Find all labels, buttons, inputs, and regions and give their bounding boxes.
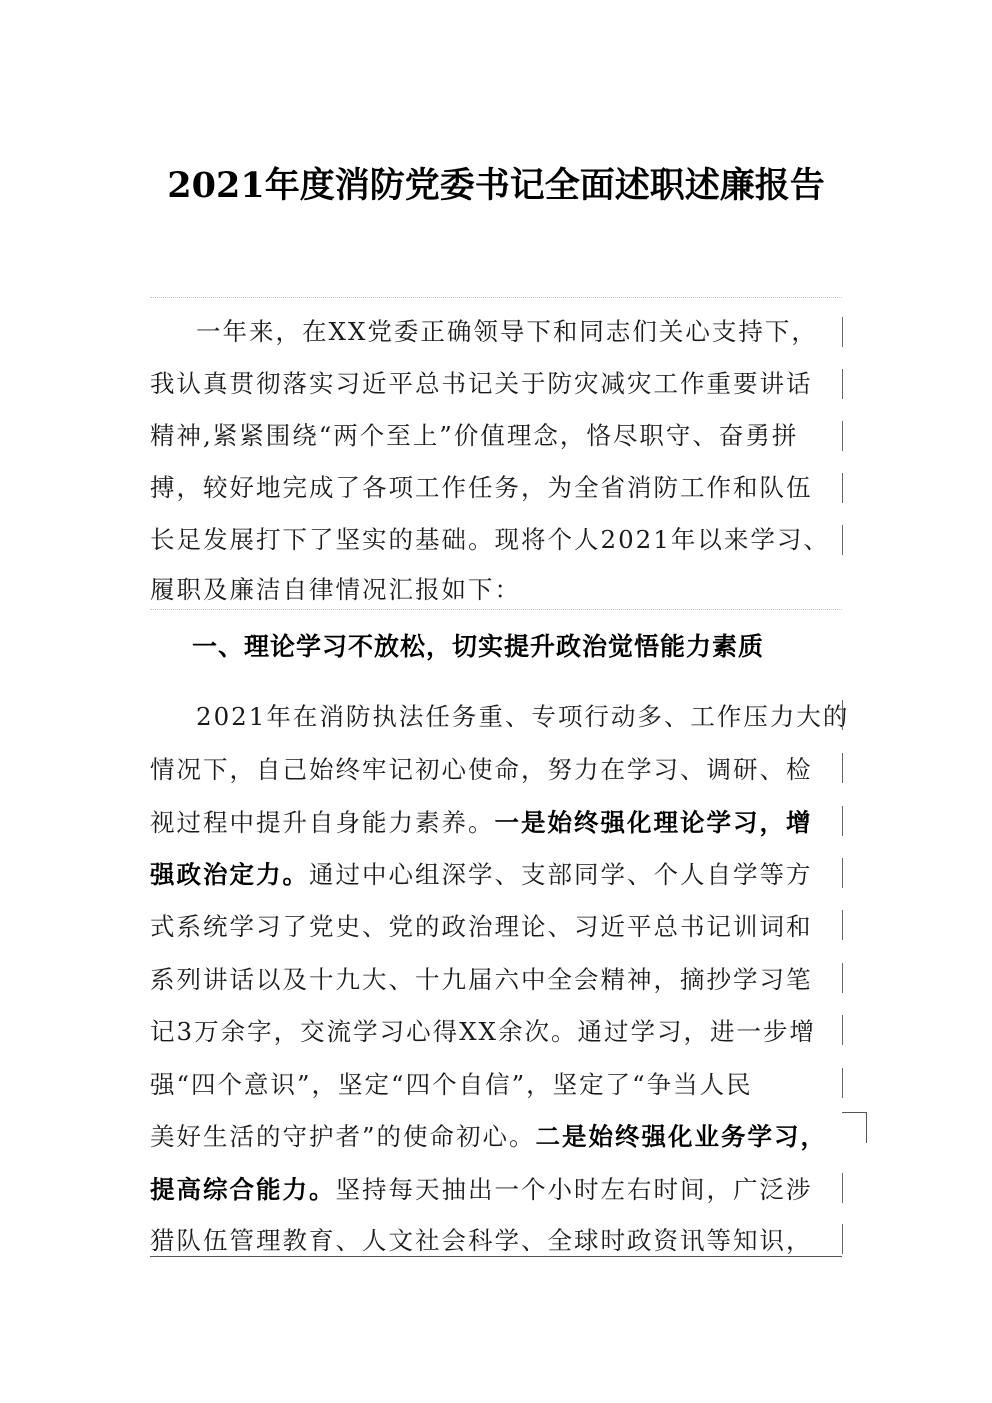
body-line: 系列讲话以及十九大、十九届六中全会精神，摘抄学习笔 <box>150 965 813 994</box>
intro-line: 搏，较好地完成了各项工作任务，为全省消防工作和队伍 <box>150 473 813 502</box>
body-line: 猎队伍管理教育、人文社会科学、全球时政资讯等知识， <box>150 1226 813 1255</box>
body-line: 强政治定力。通过中心组深学、支部同学、个人自学等方 <box>150 860 813 889</box>
margin-corner-mark <box>842 1112 867 1143</box>
intro-line: 履职及廉洁自律情况汇报如下： <box>150 575 521 604</box>
margin-bar <box>842 1173 843 1203</box>
section-divider <box>150 609 842 610</box>
page-title: 2021年度消防党委书记全面述职述廉报告 <box>167 165 825 206</box>
margin-bar <box>842 753 843 783</box>
margin-bar <box>842 858 843 888</box>
intro-line: 长足发展打下了坚实的基础。现将个人2021年以来学习、 <box>150 525 830 554</box>
margin-bar <box>842 700 843 730</box>
body-line: 强“四个意识”，坚定“四个自信”，坚定了“争当人民 <box>150 1070 753 1099</box>
margin-bar <box>842 421 843 451</box>
bottom-divider <box>150 1256 842 1257</box>
margin-bar <box>842 525 843 555</box>
margin-bar <box>842 806 843 836</box>
intro-line: 一年来，在XX党委正确领导下和同志们关心支持下， <box>196 317 818 346</box>
body-line: 美好生活的守护者”的使命初心。二是始终强化业务学习， <box>150 1122 828 1151</box>
margin-bar <box>842 1224 843 1254</box>
margin-bar <box>842 1068 843 1098</box>
body-line: 2021年在消防执法任务重、专项行动多、工作压力大的 <box>196 702 850 731</box>
body-line: 提高综合能力。坚持每天抽出一个小时左右时间，广泛涉 <box>150 1175 813 1204</box>
intro-line: 我认真贯彻落实习近平总书记关于防灾减灾工作重要讲话 <box>150 369 813 398</box>
top-divider <box>150 297 842 298</box>
margin-bar <box>842 317 843 347</box>
margin-bar <box>842 963 843 993</box>
section-heading: 一、理论学习不放松，切实提升政治觉悟能力素质 <box>192 632 765 661</box>
body-line: 记3万余字，交流学习心得XX余次。通过学习，进一步增 <box>150 1017 816 1046</box>
margin-bar <box>842 369 843 399</box>
intro-line: 精神,紧紧围绕“两个至上”价值理念，恪尽职守、奋勇拼 <box>150 421 799 450</box>
body-line: 视过程中提升自身能力素养。一是始终强化理论学习，增 <box>150 808 813 837</box>
body-line: 式系统学习了党史、党的政治理论、习近平总书记训词和 <box>150 912 813 941</box>
body-line: 情况下，自己始终牢记初心使命，努力在学习、调研、检 <box>150 755 813 784</box>
margin-bar <box>842 473 843 503</box>
margin-bar <box>842 910 843 940</box>
margin-bar <box>842 1015 843 1045</box>
